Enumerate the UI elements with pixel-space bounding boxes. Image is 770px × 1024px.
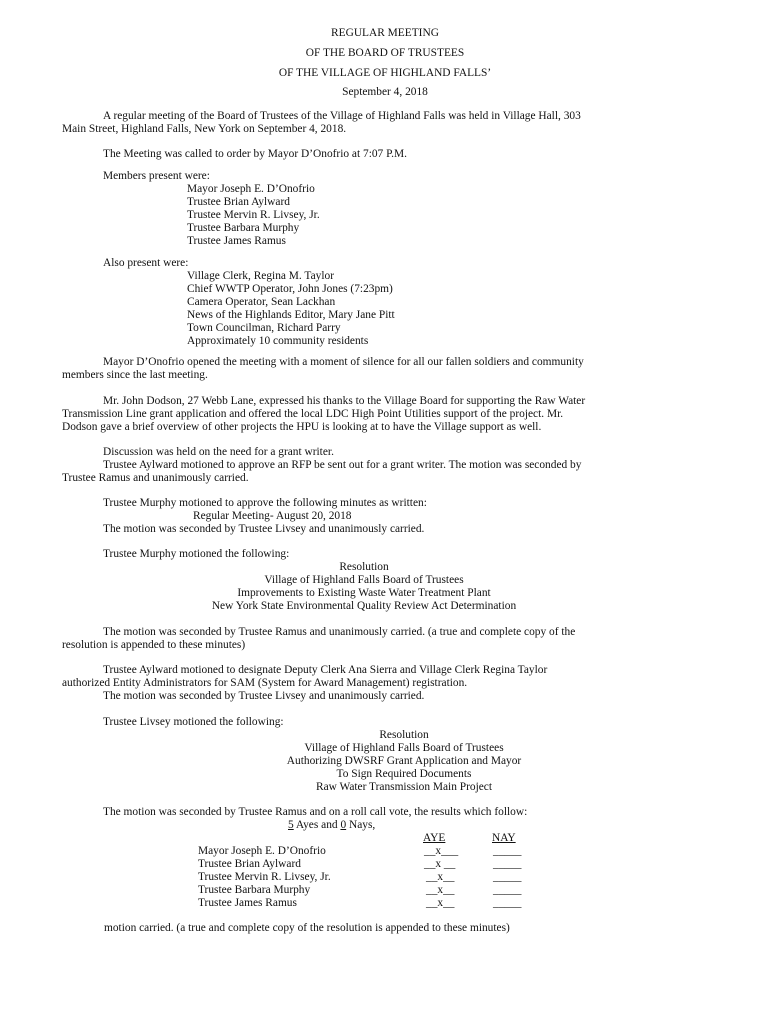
ayes-count: 5 <box>288 819 294 831</box>
resolution-outcome: resolution is appended to these minutes) <box>62 639 246 651</box>
vote-row-aye: __x___ <box>424 845 459 857</box>
vote-row-name: Trustee Brian Aylward <box>198 858 301 870</box>
also-present-item: Chief WWTP Operator, John Jones (7:23pm) <box>187 283 393 295</box>
also-present-item: Camera Operator, Sean Lackhan <box>187 296 336 308</box>
also-present-item: Approximately 10 community residents <box>187 335 369 347</box>
vote-row-nay: _____ <box>493 858 522 870</box>
resolution-line: Improvements to Existing Waste Water Treatment Plant <box>237 587 491 599</box>
resolution-line: Resolution <box>339 561 389 573</box>
silence-paragraph: Mayor D’Onofrio opened the meeting with a moment of silence for all our fallen soldiers and community <box>103 356 584 368</box>
vote-row-nay: _____ <box>493 845 522 857</box>
header-board: OF THE BOARD OF TRUSTEES <box>305 47 465 59</box>
ayes-text: Ayes and <box>293 819 341 831</box>
resolution-line: New York State Environmental Quality Review Act Determination <box>211 600 517 612</box>
intro-line: Main Street, Highland Falls, New York on September 4, 2018. <box>62 123 347 135</box>
vote-row-name: Trustee Mervin R. Livsey, Jr. <box>198 871 331 883</box>
vote-row-nay: _____ <box>493 897 522 909</box>
sam-paragraph: The motion was seconded by Trustee Livsey and unanimously carried. <box>103 690 425 702</box>
member-item: Trustee Barbara Murphy <box>187 222 300 234</box>
vote-row-name: Trustee Barbara Murphy <box>198 884 311 896</box>
vote-tally <box>288 819 375 832</box>
grant-paragraph: Discussion was held on the need for a grant writer. <box>103 446 334 458</box>
vote-row-aye: __x__ <box>426 884 455 896</box>
vote-row-nay: _____ <box>493 884 522 896</box>
resolution-line: Authorizing DWSRF Grant Application and Mayor <box>286 755 522 767</box>
nays-text: Nays, <box>346 819 376 831</box>
vote-row-nay: _____ <box>493 871 522 883</box>
vote-row-aye: __x __ <box>424 858 456 870</box>
resolution-intro: Trustee Livsey motioned the following: <box>103 716 284 728</box>
nay-column-header: NAY <box>492 832 516 844</box>
closing-statement: motion carried. (a true and complete copy of the resolution is appended to these minutes) <box>104 922 510 934</box>
resolution-intro: Trustee Murphy motioned the following: <box>103 548 290 560</box>
sam-paragraph: authorized Entity Administrators for SAM (System for Award Management) registration. <box>62 677 468 689</box>
grant-paragraph: Trustee Aylward motioned to approve an RFP be sent out for a grant writer. The motion was seconded by <box>103 459 582 471</box>
resolution-line: Resolution <box>379 729 429 741</box>
resolution-outcome: The motion was seconded by Trustee Ramus and unanimously carried. (a true and complete copy of the <box>103 626 576 638</box>
resolution-line: Raw Water Transmission Main Project <box>315 781 493 793</box>
members-heading: Members present were: <box>103 170 210 182</box>
dodson-paragraph: Transmission Line grant application and offered the local LDC High Point Utilities support of the project. Mr. <box>62 408 564 420</box>
header-title: REGULAR MEETING <box>331 27 439 39</box>
vote-row-name: Trustee James Ramus <box>198 897 297 909</box>
header-date: September 4, 2018 <box>342 86 428 98</box>
member-item: Trustee Mervin R. Livsey, Jr. <box>187 209 320 221</box>
sam-paragraph: Trustee Aylward motioned to designate Deputy Clerk Ana Sierra and Village Clerk Regina Taylor <box>103 664 548 676</box>
also-present-item: Village Clerk, Regina M. Taylor <box>187 270 334 282</box>
dodson-paragraph: Mr. John Dodson, 27 Webb Lane, expressed his thanks to the Village Board for supporting the Raw Water <box>103 395 586 407</box>
also-present-item: Town Councilman, Richard Parry <box>187 322 341 334</box>
silence-paragraph: members since the last meeting. <box>62 369 208 381</box>
resolution-line: Village of Highland Falls Board of Trustees <box>304 742 504 754</box>
vote-row-name: Mayor Joseph E. D’Onofrio <box>198 845 326 857</box>
also-present-item: News of the Highlands Editor, Mary Jane Pitt <box>187 309 395 321</box>
nays-count: 0 <box>340 819 347 831</box>
member-item: Trustee Brian Aylward <box>187 196 290 208</box>
vote-row-aye: __x__ <box>426 897 455 909</box>
member-item: Trustee James Ramus <box>187 235 286 247</box>
minutes-item: Regular Meeting- August 20, 2018 <box>193 510 352 522</box>
also-present-heading: Also present were: <box>103 257 189 269</box>
dodson-paragraph: Dodson gave a brief overview of other projects the HPU is looking at to have the Village support as well. <box>62 421 542 433</box>
call-to-order: The Meeting was called to order by Mayor D’Onofrio at 7:07 P.M. <box>103 148 407 160</box>
vote-row-aye: __x__ <box>426 871 455 883</box>
minutes-paragraph: Trustee Murphy motioned to approve the following minutes as written: <box>103 497 427 509</box>
vote-intro: The motion was seconded by Trustee Ramus and on a roll call vote, the results which follow: <box>103 806 528 818</box>
aye-column-header: AYE <box>423 832 446 844</box>
header-village: OF THE VILLAGE OF HIGHLAND FALLS’ <box>278 67 492 79</box>
intro-line: A regular meeting of the Board of Trustees of the Village of Highland Falls was held in Village Hall, 303 <box>103 110 581 122</box>
resolution-line: Village of Highland Falls Board of Trustees <box>264 574 464 586</box>
member-item: Mayor Joseph E. D’Onofrio <box>187 183 315 195</box>
resolution-line: To Sign Required Documents <box>336 768 472 780</box>
grant-paragraph: Trustee Ramus and unanimously carried. <box>62 472 249 484</box>
minutes-paragraph: The motion was seconded by Trustee Livsey and unanimously carried. <box>103 523 425 535</box>
